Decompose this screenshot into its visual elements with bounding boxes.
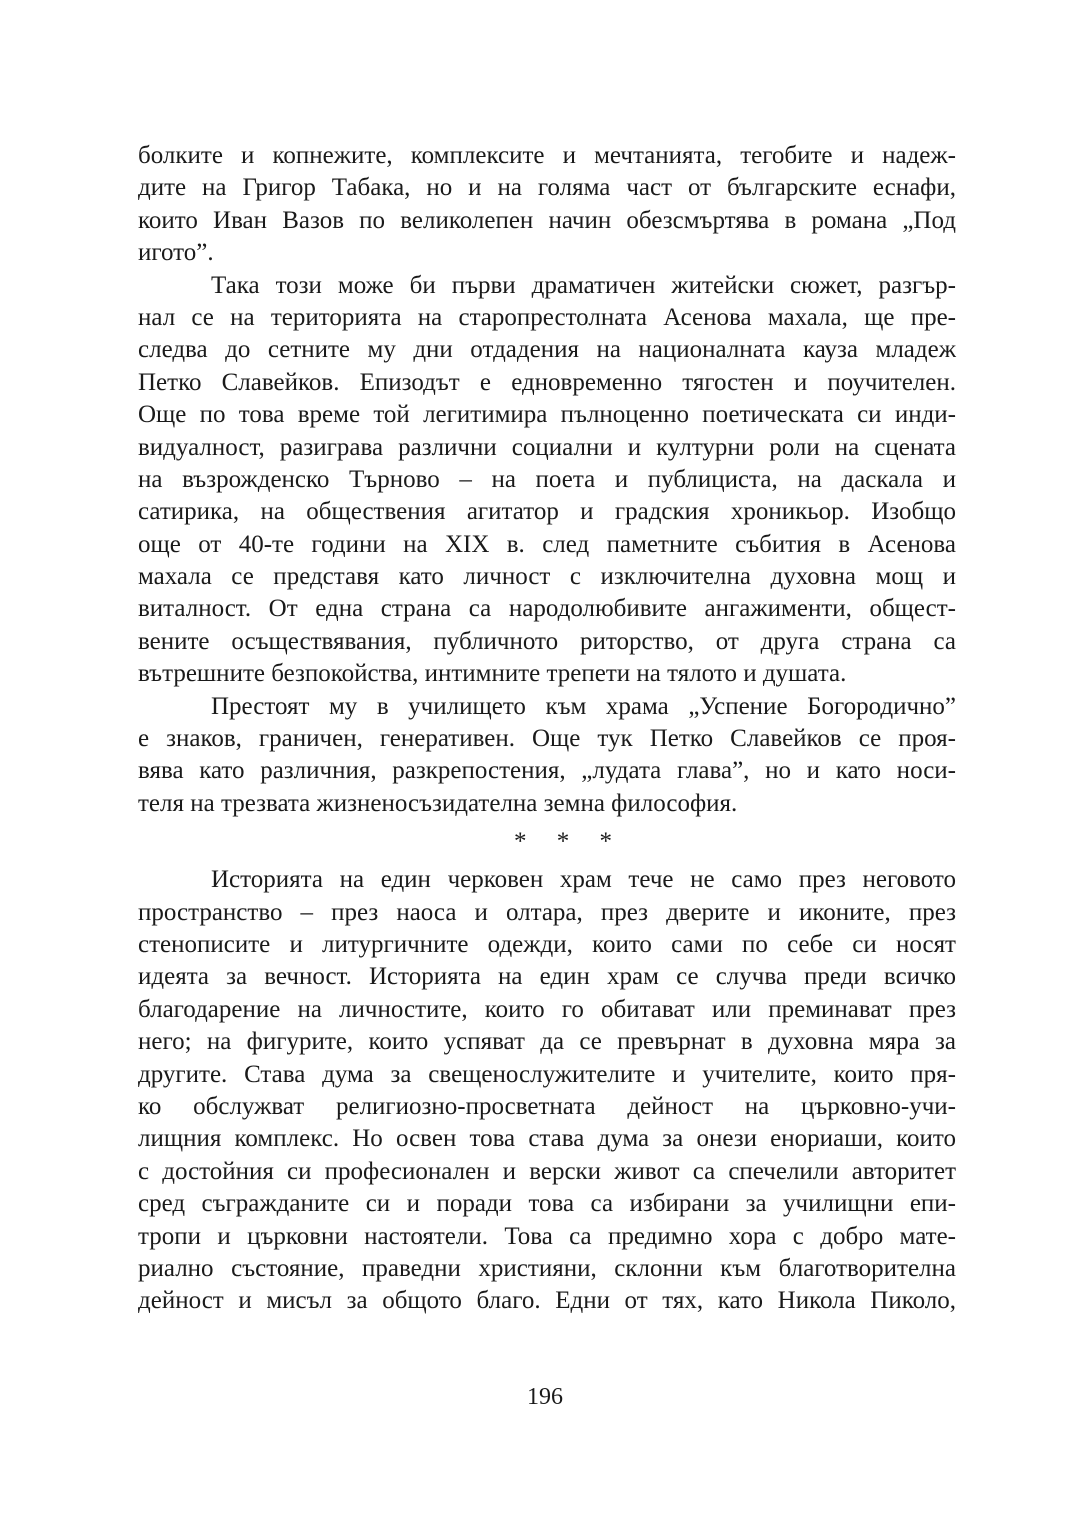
- text-line: на възрожденско Търново – на поета и публициста, на даскала и: [138, 465, 956, 493]
- text-line: Още по това време той легитимира пълноценно поетическата си инди-: [138, 401, 956, 429]
- page-number: 196: [527, 1384, 563, 1410]
- text-line: игото”.: [138, 239, 214, 267]
- page-body: [138, 140, 956, 1318]
- text-line: тропи и църковни настоятели. Това са предимно хора с добро мате-: [138, 1222, 956, 1250]
- text-line: стенописите и литургичните одежди, които сами по себе си носят: [138, 930, 956, 958]
- text-line: дейност и мисъл за общото благо. Едни от тях, като Никола Пиколо,: [138, 1287, 956, 1315]
- text-line: Петко Славейков. Епизодът е едновременно тягостен и поучителен.: [138, 368, 956, 396]
- paragraph-3: [138, 691, 956, 821]
- paragraph-2: [138, 270, 956, 691]
- text-line: следва до сетните му дни отдадения на националната кауза младеж: [138, 336, 956, 364]
- text-line: теля на трезвата жизненосъзидателна земна философия.: [138, 789, 738, 817]
- text-line: ко обслужват религиозно-просветната дейност на църковно-учи-: [138, 1092, 956, 1120]
- text-line: вява като различния, разкрепостения, „лудата глава”, но и като носи-: [138, 757, 956, 785]
- text-line: видуалност, разиграва различни социални и културни роли на сцената: [138, 433, 956, 461]
- text-line: още от 40-те години на XIX в. след паметните събития в Асенова: [138, 530, 956, 558]
- text-line: вътрешните безпокойства, интимните трепети на тялото и душата.: [138, 660, 847, 688]
- text-line: Престоят му в училището към храма „Успение Богородично”: [211, 692, 956, 720]
- text-line: идеята за вечност. Историята на един храм се случва преди всичко: [138, 963, 956, 991]
- text-line: които Иван Вазов по великолепен начин обезсмъртява в романа „Под: [138, 206, 956, 234]
- text-line: махала се представя като личност с изключителна духовна мощ и: [138, 563, 956, 591]
- text-line: вените осъществявания, публичното риторство, от друга страна са: [138, 627, 956, 655]
- text-line: нал се на територията на старопрестолната Асенова махала, ще пре-: [138, 303, 956, 331]
- paragraph-4: [138, 864, 956, 1317]
- text-line: е знаков, граничен, генеративен. Още тук Петко Славейков се проя-: [138, 725, 956, 753]
- section-separator: * * *: [514, 828, 624, 856]
- text-line: виталност. От една страна са народолюбивите ангажименти, общест-: [138, 595, 956, 623]
- text-line: Така този може би първи драматичен житейски сюжет, разгър-: [211, 271, 956, 299]
- text-line: с достойния си професионален и верски живот са спечелили авторитет: [138, 1157, 956, 1185]
- text-line: другите. Става дума за свещенослужителите и учителите, които пря-: [138, 1060, 956, 1088]
- text-line: благодарение на личностите, които го обитават или преминават през: [138, 995, 956, 1023]
- text-line: него; на фигурите, които успяват да се превърнат в духовна мяра за: [138, 1028, 956, 1056]
- paragraph-1: [138, 140, 956, 270]
- text-line: сред съгражданите си и поради това са избирани за училищни епи-: [138, 1190, 956, 1218]
- text-line: болките и копнежите, комплексите и мечтанията, тегобите и надеж-: [138, 142, 956, 169]
- text-line: дите на Григор Табака, но и на голяма част от българските еснафи,: [138, 174, 956, 202]
- text-line: риално състояние, праведни християни, склонни към благотворителна: [138, 1254, 956, 1282]
- text-line: лищния комплекс. Но освен това става дума за онези енориаши, които: [138, 1125, 956, 1153]
- text-line: сатирика, на обществения агитатор и градския хроникьор. Изобщо: [138, 498, 956, 526]
- text-line: Историята на един черковен храм тече не само през неговото: [211, 866, 956, 894]
- text-line: пространство – през наоса и олтара, през дверите и иконите, през: [138, 898, 956, 926]
